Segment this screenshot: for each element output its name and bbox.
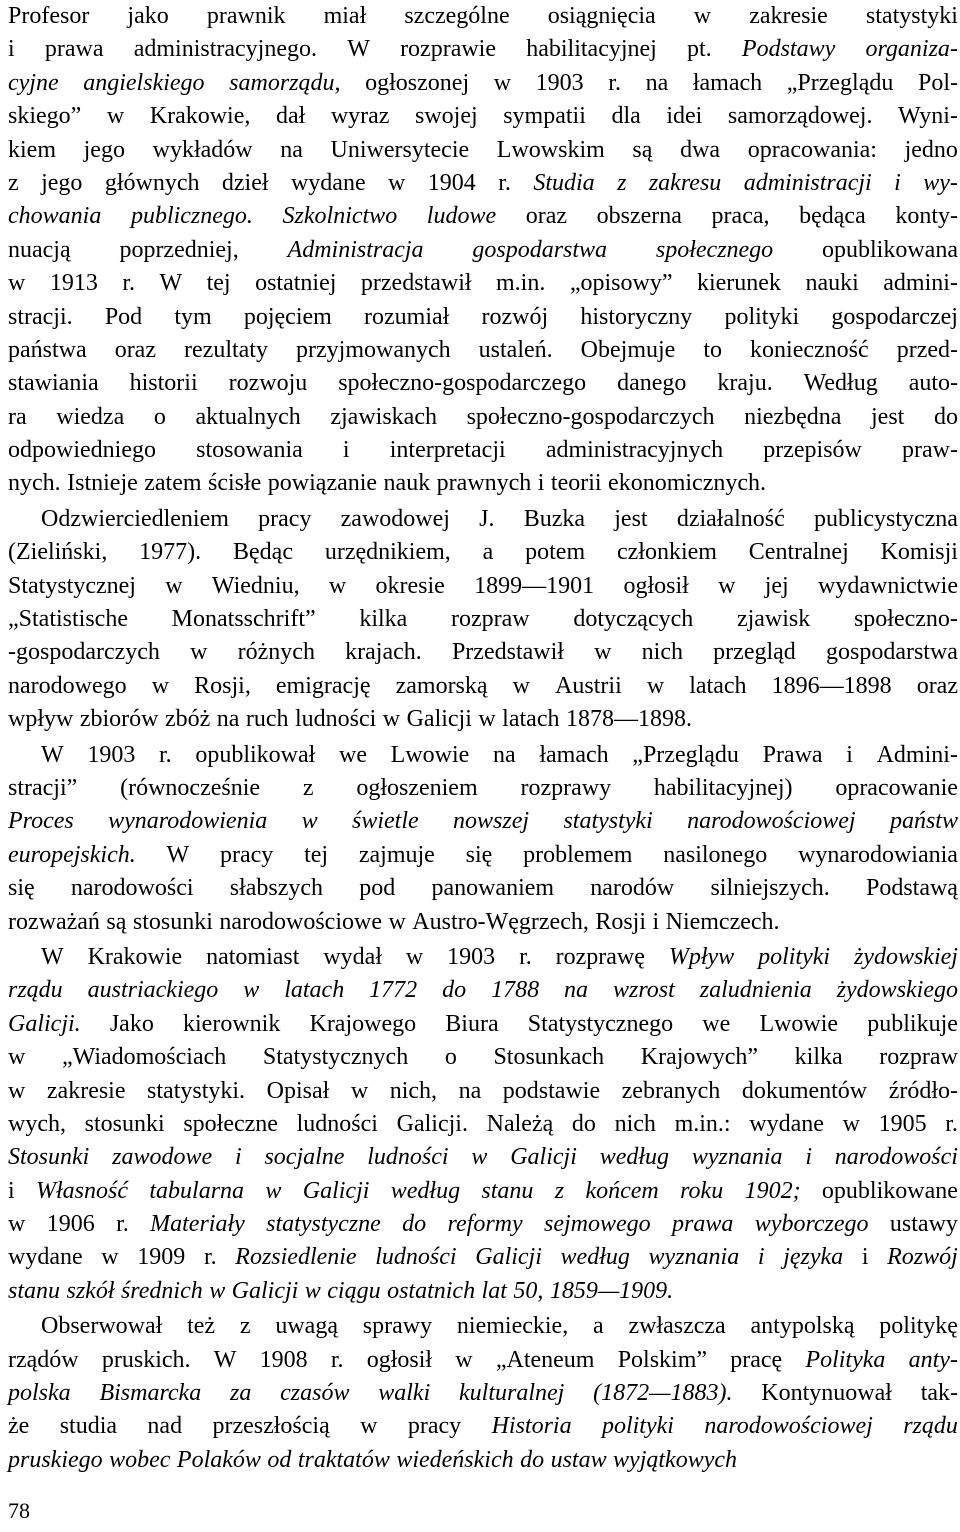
text-line: stracji. Pod tym pojęciem rozumiał rozwój historyczny polityki gospodarczej: [8, 303, 958, 330]
text-line: odpowiedniego stosowania i interpretacji administracyjnych przepisów praw-: [8, 437, 958, 464]
text-line: w 1913 r. W tej ostatniej przedstawił m.in. „opisowy” kierunek nauki admini-: [8, 270, 958, 297]
text-line: państwa oraz rezultaty przyjmowanych ustaleń. Obejmuje to konieczność przed-: [8, 336, 958, 363]
text-line: kiem jego wykładów na Uniwersytecie Lwowskim są dwa opracowania: jedno: [8, 136, 958, 163]
text-line: (Zieliński, 1977). Będąc urzędnikiem, a potem członkiem Centralnej Komisji: [8, 539, 958, 566]
text-line: polska Bismarcka za czasów walki kulturalnej (1872—1883). Kontynuował tak-: [8, 1380, 958, 1407]
text-line: wych, stosunki społeczne ludności Galicji. Należą do nich m.in.: wydane w 1905 r.: [8, 1110, 958, 1137]
text-line: Proces wynarodowienia w świetle nowszej statystyki narodowościowej państw: [8, 808, 958, 835]
text-line: wydane w 1909 r. Rozsiedlenie ludności Galicji według wyznania i języka i Rozwój: [8, 1244, 958, 1271]
text-line: Profesor jako prawnik miał szczególne osiągnięcia w zakresie statystyki: [8, 3, 958, 29]
text-line: W Krakowie natomiast wydał w 1903 r. rozprawę Wpływ polityki żydowskiej: [41, 943, 958, 970]
text-line: i prawa administracyjnego. W rozprawie habilitacyjnej pt. Podstawy organiza-: [8, 36, 958, 63]
text-line: się narodowości słabszych pod panowaniem narodów silniejszych. Podstawą: [8, 875, 958, 902]
paragraph: [8, 941, 958, 1308]
text-line: stawiania historii rozwoju społeczno-gospodarczego danego kraju. Według auto-: [8, 370, 958, 397]
paragraph: [8, 0, 958, 501]
text-line: ra wiedza o aktualnych zjawiskach społeczno-gospodarczych niezbędna jest do: [8, 403, 958, 430]
text-line: że studia nad przeszłością w pracy Historia polityki narodowościowej rządu: [8, 1413, 958, 1440]
text-line: -gospodarczych w różnych krajach. Przedstawił w nich przegląd gospodarstwa: [8, 639, 958, 666]
text-line: rozważań są stosunki narodowościowe w Austro-Węgrzech, Rosji i Niemczech.: [8, 908, 780, 935]
text-line: w zakresie statystyki. Opisał w nich, na podstawie zebranych dokumentów źródło-: [8, 1077, 958, 1104]
paragraph: [8, 739, 958, 939]
text-line: cyjne angielskiego samorządu, ogłoszonej w 1903 r. na łamach „Przeglądu Pol-: [8, 69, 958, 96]
text-line: pruskiego wobec Polaków od traktatów wiedeńskich do ustaw wyjątkowych: [8, 1446, 738, 1473]
text-line: Stosunki zawodowe i socjalne ludności w Galicji według wyznania i narodowości: [8, 1144, 958, 1171]
text-line: narodowego w Rosji, emigrację zamorską w Austrii w latach 1896—1898 oraz: [8, 672, 958, 699]
text-line: Galicji. Jako kierownik Krajowego Biura Statystycznego we Lwowie publikuje: [8, 1010, 958, 1037]
text-line: z jego głównych dzieł wydane w 1904 r. Studia z zakresu administracji i wy-: [8, 169, 958, 196]
text-line: nych. Istnieje zatem ścisłe powiązanie nauk prawnych i teorii ekonomicznych.: [8, 470, 766, 497]
page-number: 78: [8, 1498, 30, 1523]
text-line: Obserwował też z uwagą sprawy niemieckie, a zwłaszcza antypolską politykę: [41, 1313, 958, 1340]
text-line: wpływ zbiorów zbóż na ruch ludności w Galicji w latach 1878—1898.: [8, 706, 692, 733]
text-line: w „Wiadomościach Statystycznych o Stosunkach Krajowych” kilka rozpraw: [8, 1044, 958, 1071]
text-line: stanu szkół średnich w Galicji w ciągu ostatnich lat 50, 1859—1909.: [8, 1277, 674, 1304]
text-line: stracji” (równocześnie z ogłoszeniem rozprawy habilitacyjnej) opracowanie: [8, 774, 958, 801]
text-line: nuacją poprzedniej, Administracja gospodarstwa społecznego opublikowana: [8, 236, 958, 263]
text-line: W 1903 r. opublikował we Lwowie na łamach „Przeglądu Prawa i Admini-: [41, 741, 958, 768]
text-line: rządu austriackiego w latach 1772 do 1788 na wzrost zaludnienia żydowskiego: [8, 977, 958, 1004]
text-line: rządów pruskich. W 1908 r. ogłosił w „Ateneum Polskim” pracę Polityka anty-: [8, 1346, 958, 1373]
text-line: skiego” w Krakowie, dał wyraz swojej sympatii dla idei samorządowej. Wyni-: [8, 103, 958, 130]
text-body: [8, 0, 958, 1477]
text-line: europejskich. W pracy tej zajmuje się problemem nasilonego wynarodowiania: [8, 841, 958, 868]
text-line: Odzwierciedleniem pracy zawodowej J. Buzka jest działalność publicystyczna: [41, 505, 958, 532]
paragraph: [8, 503, 958, 737]
text-line: Statystycznej w Wiedniu, w okresie 1899—1901 ogłosił w jej wydawnictwie: [8, 572, 958, 599]
text-line: i Własność tabularna w Galicji według stanu z końcem roku 1902; opublikowane: [8, 1177, 958, 1204]
text-line: w 1906 r. Materiały statystyczne do reformy sejmowego prawa wyborczego ustawy: [8, 1211, 958, 1238]
text-line: „Statistische Monatsschrift” kilka rozpraw dotyczących zjawisk społeczno-: [8, 606, 958, 633]
text-line: chowania publicznego. Szkolnictwo ludowe oraz obszerna praca, będąca konty-: [8, 203, 958, 230]
paragraph: [8, 1310, 958, 1477]
